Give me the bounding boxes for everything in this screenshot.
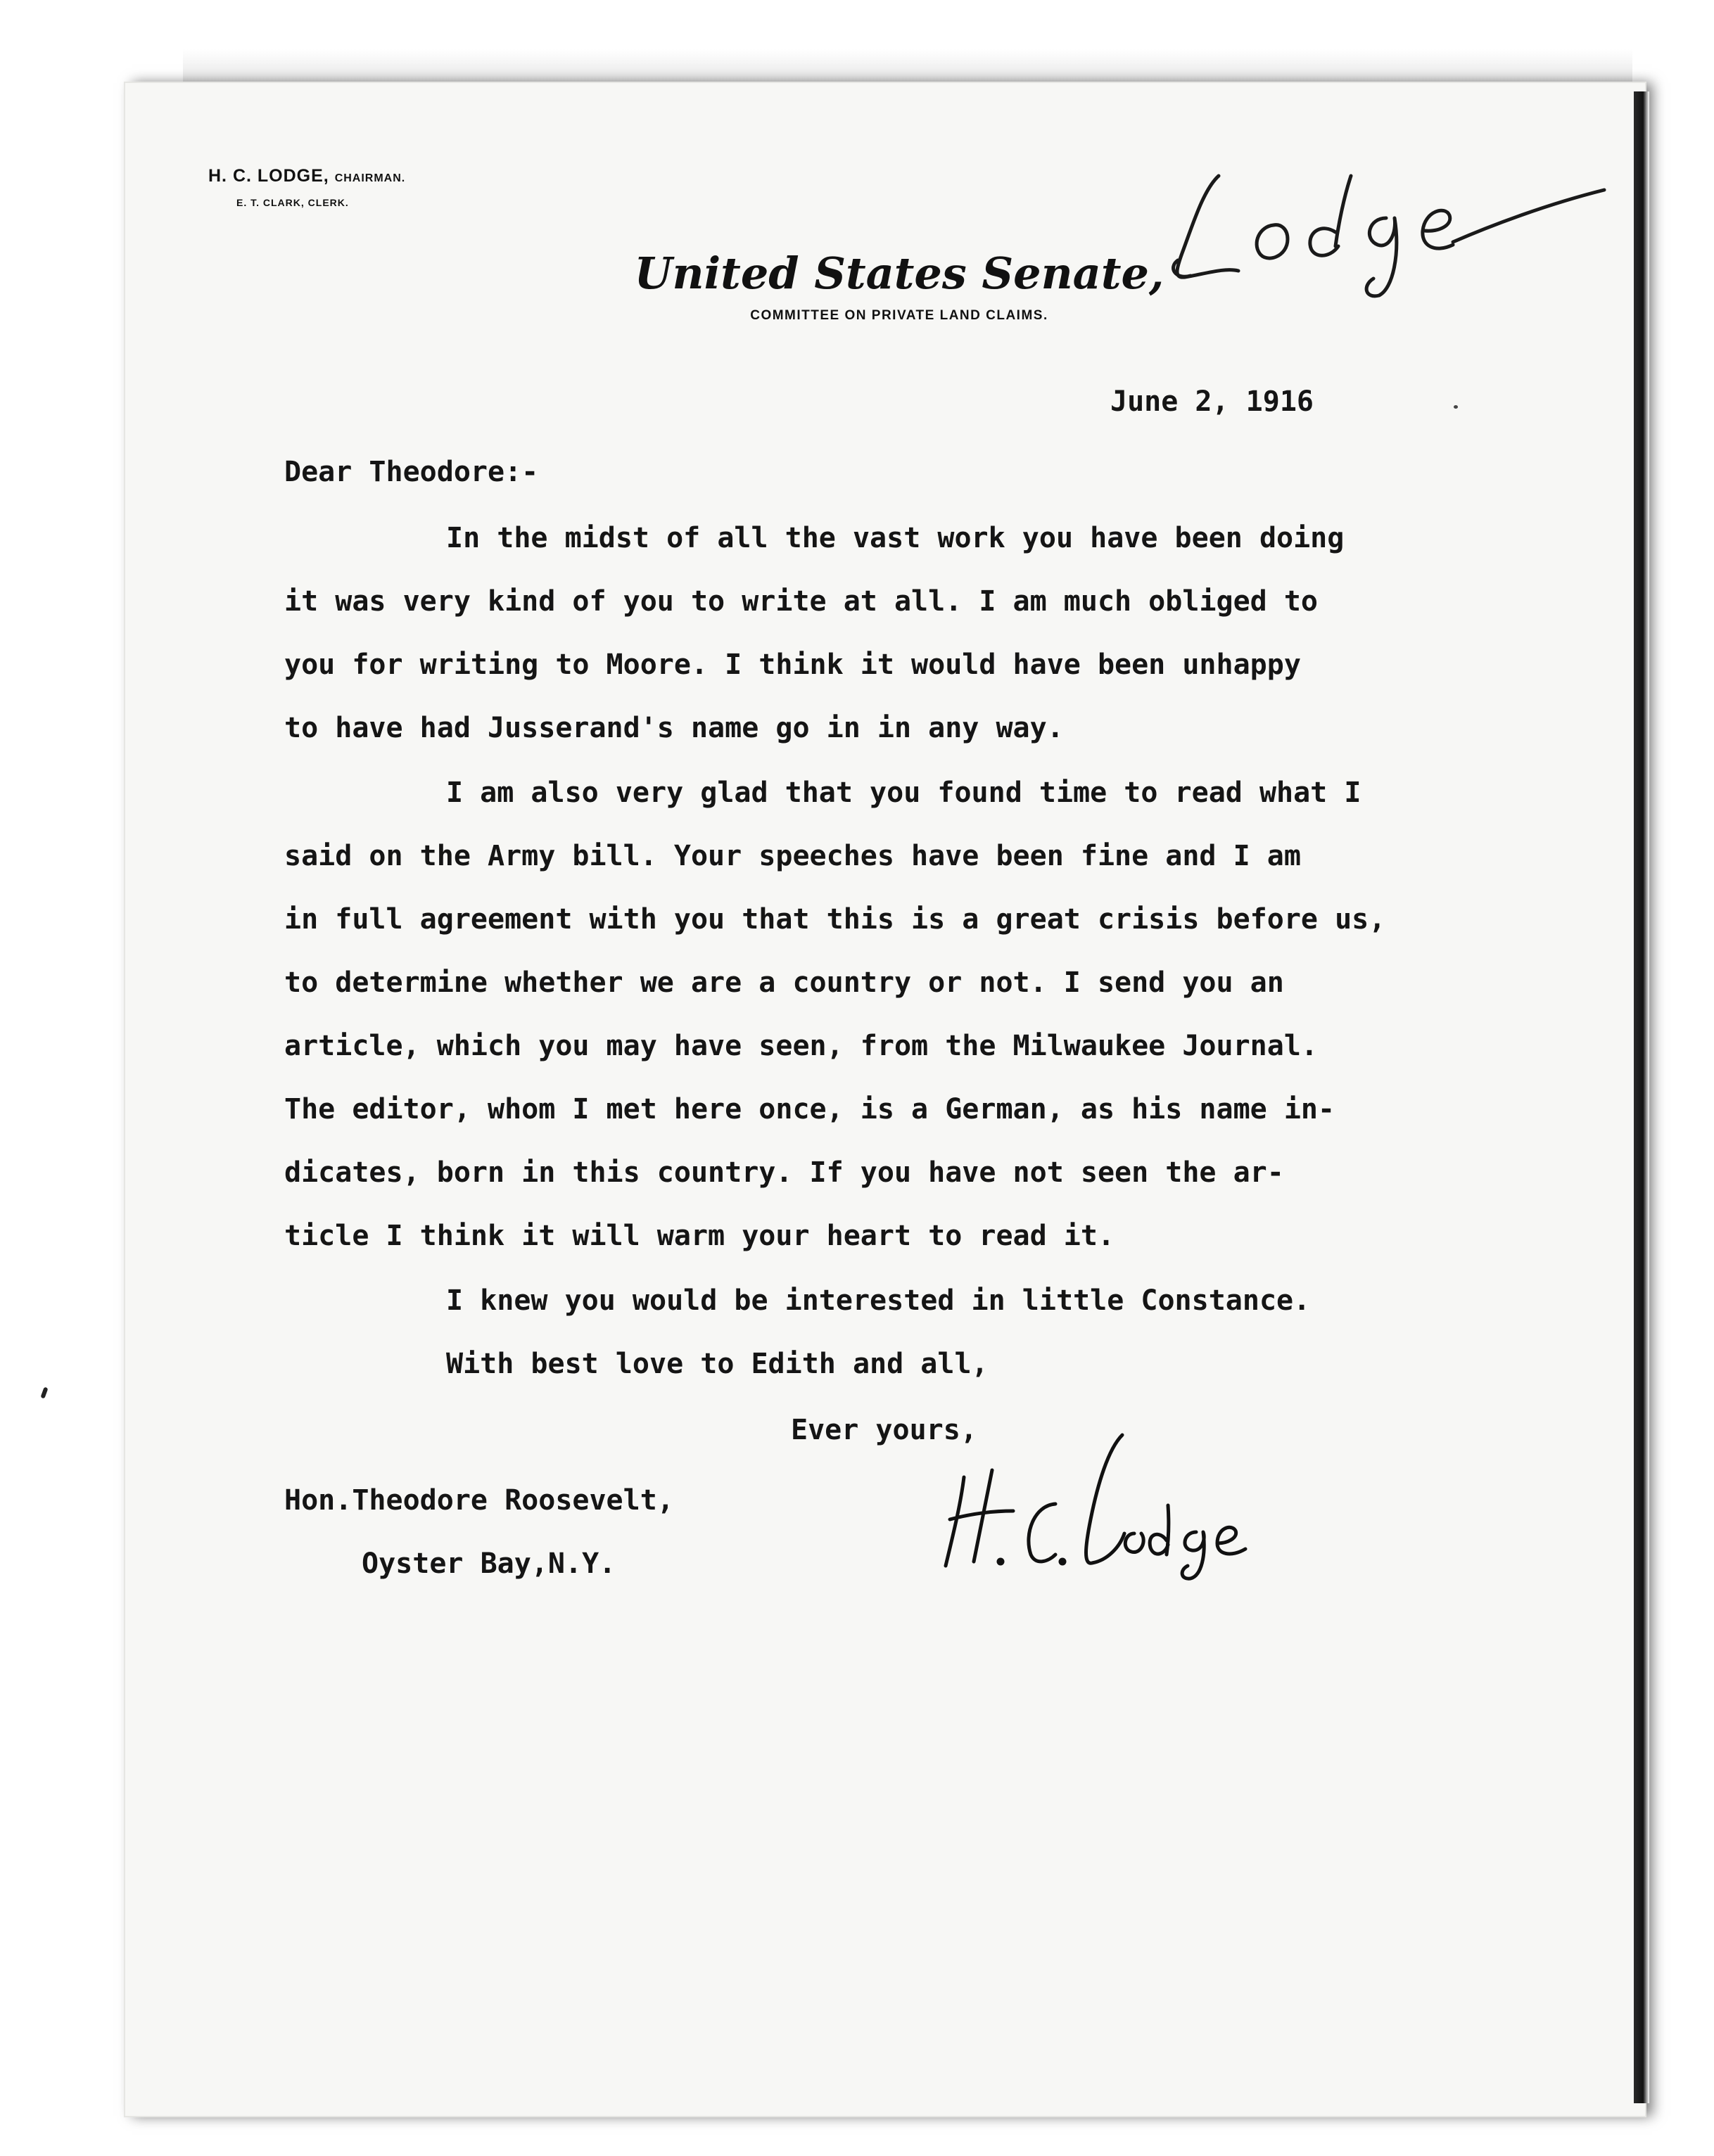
body-line-7: in full agreement with you that this is a great crisis before us, xyxy=(284,903,1386,936)
recipient-name: Hon.Theodore Roosevelt, xyxy=(284,1484,674,1517)
recipient-address: Oyster Bay,N.Y. xyxy=(362,1548,616,1580)
body-line-14: With best love to Edith and all, xyxy=(446,1348,989,1380)
body-line-1: In the midst of all the vast work you have been doing xyxy=(446,522,1345,554)
body-line-3: you for writing to Moore. I think it would have been unhappy xyxy=(284,649,1301,681)
chairman-name: H. C. LODGE, xyxy=(208,166,329,186)
paper-edge-shadow xyxy=(1634,91,1649,2103)
body-line-12: ticle I think it will warm your heart to read it. xyxy=(284,1220,1115,1252)
handwritten-signature-icon xyxy=(936,1428,1274,1583)
body-line-2: it was very kind of you to write at all. I am much obliged to xyxy=(284,585,1319,618)
body-line-8: to determine whether we are a country or not. I send you an xyxy=(284,967,1284,999)
letter-date: June 2, 1916 xyxy=(1110,385,1314,418)
ink-dot xyxy=(1454,405,1458,409)
body-line-10: The editor, whom I met here once, is a German, as his name in- xyxy=(284,1093,1335,1125)
handwritten-lodge-icon xyxy=(1154,148,1632,302)
chairman-title: CHAIRMAN. xyxy=(334,172,406,184)
letterhead-committee: COMMITTEE ON PRIVATE LAND CLAIMS. xyxy=(750,308,1048,323)
body-line-4: to have had Jusserand's name go in in any way. xyxy=(284,712,1064,744)
letterhead-title: United States Senate, xyxy=(634,248,1164,299)
closing: Ever yours, xyxy=(791,1414,977,1446)
body-line-13: I knew you would be interested in little Constance. xyxy=(446,1284,1311,1317)
body-line-5: I am also very glad that you found time to read what I xyxy=(446,777,1361,809)
letterhead-chairman xyxy=(208,166,405,186)
body-line-6: said on the Army bill. Your speeches have been fine and I am xyxy=(284,840,1301,872)
body-line-9: article, which you may have seen, from the Milwaukee Journal. xyxy=(284,1030,1319,1062)
salutation: Dear Theodore:- xyxy=(284,456,539,488)
stray-mark xyxy=(40,1386,48,1398)
body-line-11: dicates, born in this country. If you have not seen the ar- xyxy=(284,1156,1284,1189)
letterhead-clerk: E. T. CLARK, CLERK. xyxy=(236,197,349,208)
